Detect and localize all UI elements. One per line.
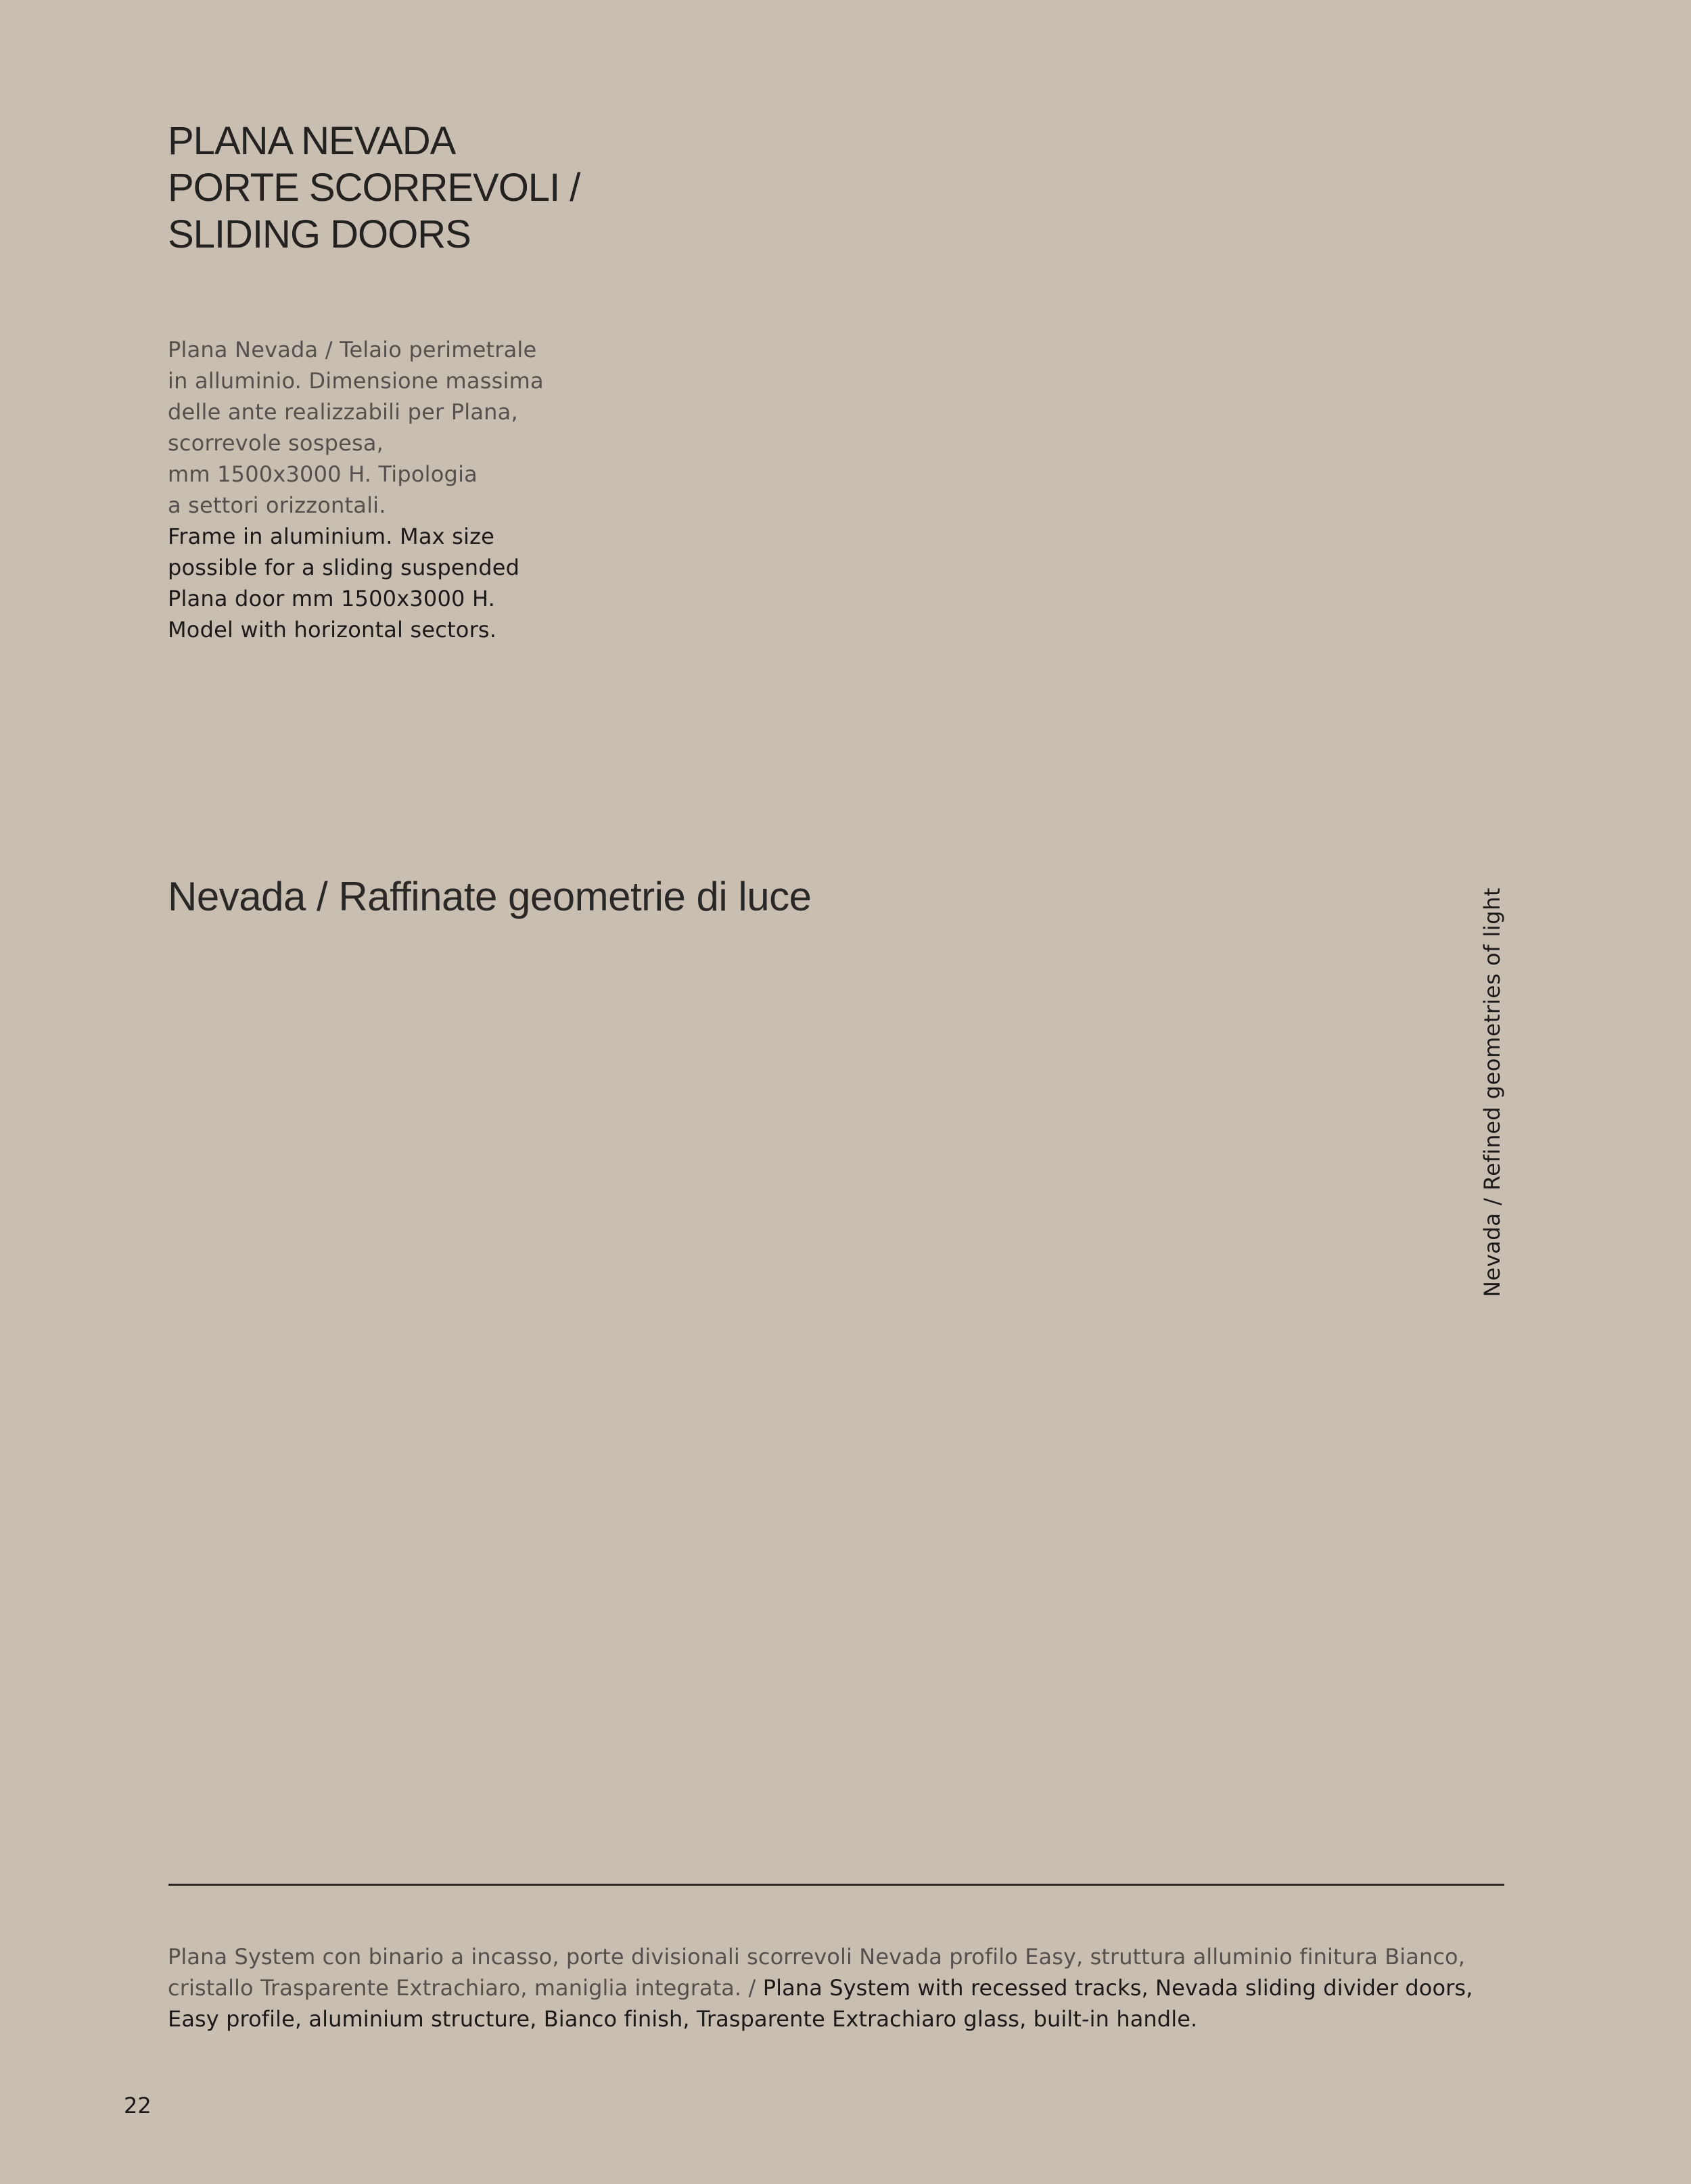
title-line: PORTE SCORREVOLI / xyxy=(168,166,580,210)
title-line: PLANA NEVADA xyxy=(168,119,456,163)
description-line-en: Model with horizontal sectors. xyxy=(168,617,497,643)
page-number: 22 xyxy=(124,2093,152,2118)
description-line-en: Plana door mm 1500x3000 H. xyxy=(168,586,496,611)
description-line-it: a settori orizzontali. xyxy=(168,492,386,518)
description-line-en: possible for a sliding suspended xyxy=(168,555,520,580)
image-caption xyxy=(168,1941,1514,2035)
description-line-it: mm 1500x3000 H. Tipologia xyxy=(168,461,478,487)
description-line-it: delle ante realizzabili per Plana, xyxy=(168,399,518,425)
title-line: SLIDING DOORS xyxy=(168,212,471,256)
product-description xyxy=(168,334,544,645)
page-title xyxy=(168,118,580,258)
section-subtitle: Nevada / Raffinate geometrie di luce xyxy=(168,874,812,919)
caption-italian: Plana System con binario a incasso, porte divisionali scorrevoli Nevada profilo Easy, struttura alluminio finitura Bianco, cristallo Trasparente Extrachiaro, maniglia integrata. / xyxy=(168,1944,1465,2001)
description-line-it: Plana Nevada / Telaio perimetrale xyxy=(168,337,537,363)
vertical-side-caption: Nevada / Refined geometries of light xyxy=(1479,887,1505,1297)
description-line-it: scorrevole sospesa, xyxy=(168,430,384,456)
divider-line xyxy=(168,1884,1504,1886)
caption-english: Plana System with recessed tracks, Nevada sliding divider doors, Easy profile, aluminium structure, Bianco finish, Trasparente Extrachiaro glass, built-in handle. xyxy=(168,1975,1473,2032)
description-line-it: in alluminio. Dimensione massima xyxy=(168,368,544,394)
description-line-en: Frame in aluminium. Max size xyxy=(168,524,495,549)
